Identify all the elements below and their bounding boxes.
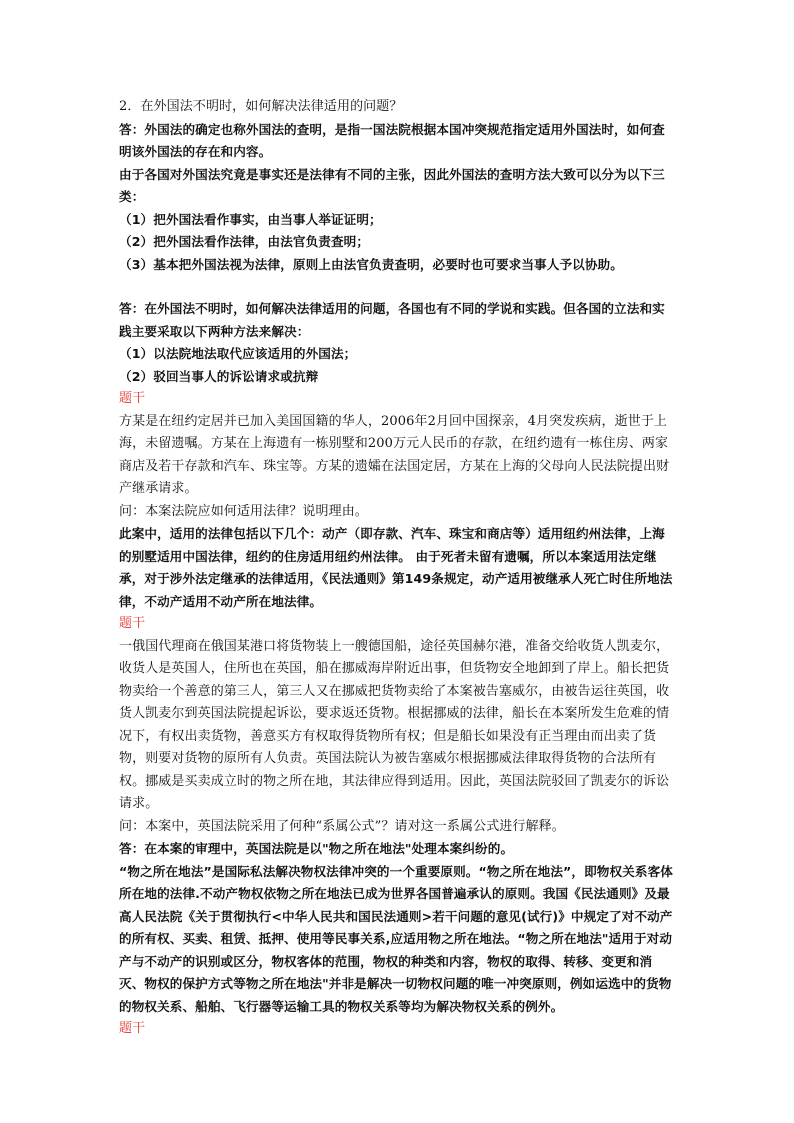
section-heading: 题干 [119, 391, 146, 406]
method-item-2: （2）把外国法看作法律，由法官负责查明； [119, 234, 370, 249]
solution-item-2: （2）驳回当事人的诉讼请求或抗辩 [119, 368, 319, 384]
case-answer-body: “物之所在地法”是国际私法解决物权法律冲突的一个重要原则。“物之所在地法”，即物权关系客体所在地的法律.不动产物权依物之所在地法已成为世界各国普遍承认的原则。我国《民法通则》及最高人民法院《关于贯彻执行<中华人民共和国民法通则>若干问题的意见(试行)》中规定了对不动产的所有权、买卖、租赁、抵押、使用等民事关系,应适用物之所在地法。“物之所在地法"适用于对动产与不动产的识别或区分，物权客体的范围，物权的种类和内容，物权的取得、转移、变更和消灭、物权的保护方式等物之所在地法"并非是解决一切物权问题的唯一冲突原则，例如运选中的货物的物权关系、船舶、飞行器等运输工具的物权关系等均为解决物权关系的例外。 [119, 863, 673, 1014]
question-2: 2．在外国法不明时，如何解决法律适用的问题？ [119, 99, 403, 114]
solution-item-1: （1）以法院地法取代应该适用的外国法； [119, 346, 357, 361]
document-page [119, 96, 675, 1041]
case-text: 一俄国代理商在俄国某港口将货物装上一艘德国船，途径英国赫尔港，准备交给收货人凯麦尔，收货人是英国人，住所也在英国，船在挪威海岸附近出事，但货物安全地卸到了岸上。船长把货物卖给一个善意的第三人，第三人又在挪威把货物卖给了本案被告塞威尔，由被告运往英国，收货人凯麦尔到英国法院提起诉讼，要求返还货物。根据挪威的法律，船长在本案所发生危难的情况下，有权出卖货物，善意买方有权取得货物所有权；但是船长如果没有正当理由而出卖了货物，则要对货物的原所有人负责。英国法院认为被告塞威尔根据挪威法律取得货物的合法所有权。挪威是买卖成立时的物之所在地，其法律应得到适用。因此，英国法院驳回了凯麦尔的诉讼请求。 [119, 638, 670, 811]
answer-unknown-law: 答：在外国法不明时，如何解决法律适用的问题，各国也有不同的学说和实践。但各国的立法和实践主要采取以下两种方法来解决： [119, 301, 665, 339]
case-answer-intro: 答：在本案的审理中，英国法院是以"物之所在地法"处理本案纠纷的。 [119, 841, 514, 856]
case-answer: 此案中，适用的法律包括以下几个：动产（即存款、汽车、珠宝和商店等）适用纽约州法律，上海的别墅适用中国法律，纽约的住房适用纽约州法律。 由于死者未留有遗嘱，所以本案适用法定继承，对于涉外法定继承的法律适用，《民法通则》第149条规定，动产适用被继承人死亡时住所地法律，不动产适用不动产所在地法律。 [119, 526, 673, 609]
answer-methods-intro-cont: 类： [119, 189, 145, 204]
answer-definition: 答：外国法的确定也称外国法的查明，是指一国法院根据本国冲突规范指定适用外国法时，如何查明该外国法的存在和内容。 [119, 121, 665, 159]
method-item-3: （3）基本把外国法视为法律，原则上由法官负责查明，必要时也可要求当事人予以协助。 [119, 256, 623, 272]
case-text: 方某是在纽约定居并已加入美国国籍的华人，2006年2月回中国探亲，4月突发疾病，逝世于上海，未留遗嘱。方某在上海遗有一栋别墅和200万元人民币的存款，在纽约遗有一栋住房、两家商店及若干存款和汽车、珠宝等。方某的遗孀在法国定居，方某在上海的父母向人民法院提出财产继承请求。 [119, 413, 670, 496]
section-heading: 题干 [119, 616, 146, 631]
answer-methods-intro: 由于各国对外国法究竟是事实还是法律有不同的主张，因此外国法的查明方法大致可以分为以下三 [119, 166, 665, 182]
case-question: 问：本案法院应如何适用法律？说明理由。 [119, 503, 368, 519]
method-item-1: （1）把外国法看作事实，由当事人举证证明； [119, 211, 382, 227]
section-heading: 题干 [119, 1021, 146, 1036]
spacer [119, 276, 675, 298]
case-question: 问：本案中，英国法院采用了何种“系属公式”？请对这一系属公式进行解释。 [119, 818, 565, 834]
